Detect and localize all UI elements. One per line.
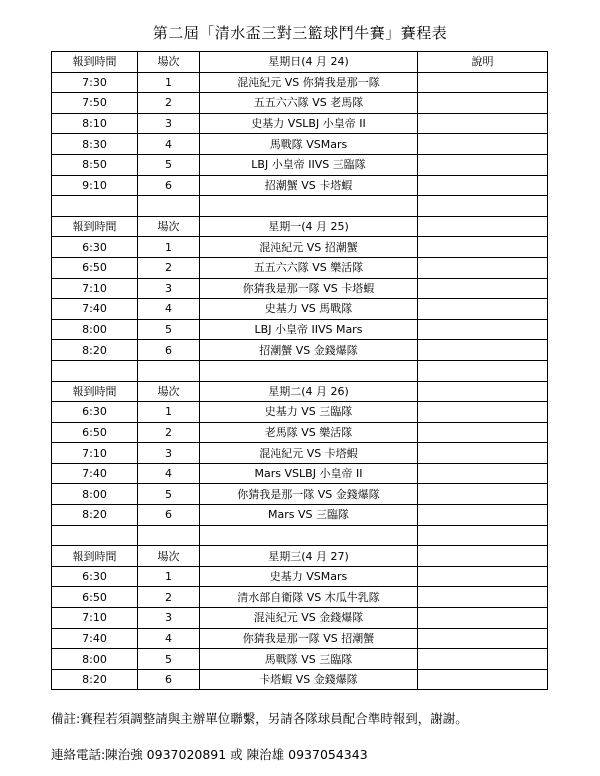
day-header-row bbox=[52, 546, 548, 567]
matchup: 混沌紀元 VS 招潮蟹 bbox=[200, 237, 418, 258]
header-game-number: 場次 bbox=[138, 381, 200, 402]
table-row bbox=[52, 113, 548, 134]
matchup: 混沌紀元 VS 金錢爆隊 bbox=[200, 608, 418, 629]
remarks-cell bbox=[418, 257, 548, 278]
header-remarks-empty bbox=[418, 216, 548, 237]
game-number: 6 bbox=[138, 669, 200, 690]
matchup: 混沌紀元 VS 卡塔蝦 bbox=[200, 443, 418, 464]
checkin-time: 8:50 bbox=[52, 154, 138, 175]
remarks-cell bbox=[418, 340, 548, 361]
game-number: 1 bbox=[138, 566, 200, 587]
matchup: LBJ 小皇帝 IIVS 三臨隊 bbox=[200, 154, 418, 175]
game-number: 6 bbox=[138, 175, 200, 196]
table-row bbox=[52, 72, 548, 93]
remark-note: 備註:賽程若須調整請與主辦單位聯繫，另請各隊球員配合準時報到，謝謝。 bbox=[51, 711, 468, 726]
game-number: 3 bbox=[138, 443, 200, 464]
day-header-row bbox=[52, 381, 548, 402]
header-day-label: 星期一(4 月 25) bbox=[200, 216, 418, 237]
checkin-time: 7:10 bbox=[52, 443, 138, 464]
checkin-time: 8:20 bbox=[52, 340, 138, 361]
game-number: 4 bbox=[138, 299, 200, 320]
remarks-cell bbox=[418, 422, 548, 443]
game-number: 2 bbox=[138, 422, 200, 443]
table-row bbox=[52, 587, 548, 608]
table-row bbox=[52, 93, 548, 114]
table-row bbox=[52, 154, 548, 175]
checkin-time: 8:00 bbox=[52, 649, 138, 670]
remarks-cell bbox=[418, 237, 548, 258]
empty-cell bbox=[200, 196, 418, 217]
game-number: 5 bbox=[138, 154, 200, 175]
empty-cell bbox=[52, 525, 138, 546]
empty-cell bbox=[138, 196, 200, 217]
remarks-cell bbox=[418, 587, 548, 608]
game-number: 5 bbox=[138, 649, 200, 670]
header-game-number: 場次 bbox=[138, 52, 200, 73]
empty-cell bbox=[200, 525, 418, 546]
remarks-cell bbox=[418, 669, 548, 690]
game-number: 3 bbox=[138, 113, 200, 134]
table-row bbox=[52, 134, 548, 155]
header-game-number: 場次 bbox=[138, 216, 200, 237]
matchup: 史基力 VS 三臨隊 bbox=[200, 402, 418, 423]
header-day-label: 星期日(4 月 24) bbox=[200, 52, 418, 73]
checkin-time: 8:20 bbox=[52, 669, 138, 690]
remarks-cell bbox=[418, 608, 548, 629]
game-number: 4 bbox=[138, 628, 200, 649]
remarks-cell bbox=[418, 154, 548, 175]
remarks-cell bbox=[418, 566, 548, 587]
checkin-time: 7:30 bbox=[52, 72, 138, 93]
remarks-cell bbox=[418, 175, 548, 196]
remarks-cell bbox=[418, 649, 548, 670]
matchup: 馬戰隊 VSMars bbox=[200, 134, 418, 155]
header-remarks-empty bbox=[418, 546, 548, 567]
checkin-time: 7:40 bbox=[52, 463, 138, 484]
table-row bbox=[52, 484, 548, 505]
game-number: 1 bbox=[138, 237, 200, 258]
schedule-table bbox=[51, 51, 548, 690]
header-checkin-time: 報到時間 bbox=[52, 381, 138, 402]
header-checkin-time: 報到時間 bbox=[52, 216, 138, 237]
checkin-time: 6:30 bbox=[52, 402, 138, 423]
remarks-cell bbox=[418, 72, 548, 93]
table-row bbox=[52, 628, 548, 649]
header-checkin-time: 報到時間 bbox=[52, 546, 138, 567]
empty-cell bbox=[418, 525, 548, 546]
matchup: LBJ 小皇帝 IIVS Mars bbox=[200, 319, 418, 340]
checkin-time: 7:10 bbox=[52, 278, 138, 299]
empty-cell bbox=[418, 196, 548, 217]
game-number: 4 bbox=[138, 463, 200, 484]
matchup: 史基力 VSLBJ 小皇帝 II bbox=[200, 113, 418, 134]
game-number: 2 bbox=[138, 587, 200, 608]
remarks-cell bbox=[418, 278, 548, 299]
game-number: 1 bbox=[138, 72, 200, 93]
table-row bbox=[52, 443, 548, 464]
spacer-row bbox=[52, 196, 548, 217]
checkin-time: 8:10 bbox=[52, 113, 138, 134]
table-row bbox=[52, 299, 548, 320]
header-day-label: 星期三(4 月 27) bbox=[200, 546, 418, 567]
document-title: 第二屆「清水盃三對三籃球鬥牛賽」賽程表 bbox=[152, 24, 448, 42]
checkin-time: 9:10 bbox=[52, 175, 138, 196]
empty-cell bbox=[52, 360, 138, 381]
empty-cell bbox=[138, 525, 200, 546]
checkin-time: 8:20 bbox=[52, 505, 138, 526]
remarks-cell bbox=[418, 505, 548, 526]
matchup: 五五六六隊 VS 樂活隊 bbox=[200, 257, 418, 278]
matchup: 老馬隊 VS 樂活隊 bbox=[200, 422, 418, 443]
header-day-label: 星期二(4 月 26) bbox=[200, 381, 418, 402]
empty-cell bbox=[138, 360, 200, 381]
table-row bbox=[52, 669, 548, 690]
header-game-number: 場次 bbox=[138, 546, 200, 567]
remarks-cell bbox=[418, 319, 548, 340]
header-checkin-time: 報到時間 bbox=[52, 52, 138, 73]
remarks-cell bbox=[418, 402, 548, 423]
checkin-time: 6:30 bbox=[52, 566, 138, 587]
table-row bbox=[52, 257, 548, 278]
table-row bbox=[52, 402, 548, 423]
spacer-row bbox=[52, 360, 548, 381]
empty-cell bbox=[200, 360, 418, 381]
table-row bbox=[52, 175, 548, 196]
checkin-time: 6:50 bbox=[52, 422, 138, 443]
table-row bbox=[52, 278, 548, 299]
matchup: Mars VSLBJ 小皇帝 II bbox=[200, 463, 418, 484]
empty-cell bbox=[418, 360, 548, 381]
matchup: 你猜我是那一隊 VS 招潮蟹 bbox=[200, 628, 418, 649]
day-header-row bbox=[52, 52, 548, 73]
empty-cell bbox=[52, 196, 138, 217]
game-number: 6 bbox=[138, 505, 200, 526]
day-header-row bbox=[52, 216, 548, 237]
matchup: 你猜我是那一隊 VS 金錢爆隊 bbox=[200, 484, 418, 505]
remarks-cell bbox=[418, 463, 548, 484]
checkin-time: 7:10 bbox=[52, 608, 138, 629]
table-row bbox=[52, 422, 548, 443]
table-row bbox=[52, 237, 548, 258]
matchup: 卡塔蝦 VS 金錢爆隊 bbox=[200, 669, 418, 690]
table-row bbox=[52, 608, 548, 629]
table-row bbox=[52, 340, 548, 361]
game-number: 5 bbox=[138, 319, 200, 340]
matchup: 史基力 VSMars bbox=[200, 566, 418, 587]
remarks-cell bbox=[418, 93, 548, 114]
game-number: 3 bbox=[138, 278, 200, 299]
game-number: 6 bbox=[138, 340, 200, 361]
table-row bbox=[52, 319, 548, 340]
game-number: 1 bbox=[138, 402, 200, 423]
matchup: Mars VS 三臨隊 bbox=[200, 505, 418, 526]
checkin-time: 8:30 bbox=[52, 134, 138, 155]
remarks-cell bbox=[418, 299, 548, 320]
checkin-time: 7:40 bbox=[52, 299, 138, 320]
game-number: 4 bbox=[138, 134, 200, 155]
header-remarks-empty bbox=[418, 381, 548, 402]
matchup: 招潮蟹 VS 卡塔蝦 bbox=[200, 175, 418, 196]
matchup: 你猜我是那一隊 VS 卡塔蝦 bbox=[200, 278, 418, 299]
remarks-cell bbox=[418, 484, 548, 505]
matchup: 混沌紀元 VS 你猜我是那一隊 bbox=[200, 72, 418, 93]
matchup: 馬戰隊 VS 三臨隊 bbox=[200, 649, 418, 670]
header-remarks: 說明 bbox=[418, 52, 548, 73]
matchup: 清水部自衛隊 VS 木瓜牛乳隊 bbox=[200, 587, 418, 608]
matchup: 招潮蟹 VS 金錢爆隊 bbox=[200, 340, 418, 361]
checkin-time: 8:00 bbox=[52, 319, 138, 340]
game-number: 3 bbox=[138, 608, 200, 629]
table-row bbox=[52, 566, 548, 587]
checkin-time: 6:30 bbox=[52, 237, 138, 258]
game-number: 5 bbox=[138, 484, 200, 505]
checkin-time: 7:50 bbox=[52, 93, 138, 114]
table-row bbox=[52, 649, 548, 670]
remarks-cell bbox=[418, 113, 548, 134]
matchup: 史基力 VS 馬戰隊 bbox=[200, 299, 418, 320]
spacer-row bbox=[52, 525, 548, 546]
matchup: 五五六六隊 VS 老馬隊 bbox=[200, 93, 418, 114]
game-number: 2 bbox=[138, 257, 200, 278]
checkin-time: 6:50 bbox=[52, 587, 138, 608]
checkin-time: 8:00 bbox=[52, 484, 138, 505]
table-row bbox=[52, 505, 548, 526]
contact-info: 連絡電話:陳治強 0937020891 或 陳治雄 0937054343 bbox=[51, 747, 368, 762]
checkin-time: 7:40 bbox=[52, 628, 138, 649]
checkin-time: 6:50 bbox=[52, 257, 138, 278]
remarks-cell bbox=[418, 134, 548, 155]
remarks-cell bbox=[418, 443, 548, 464]
remarks-cell bbox=[418, 628, 548, 649]
game-number: 2 bbox=[138, 93, 200, 114]
table-row bbox=[52, 463, 548, 484]
